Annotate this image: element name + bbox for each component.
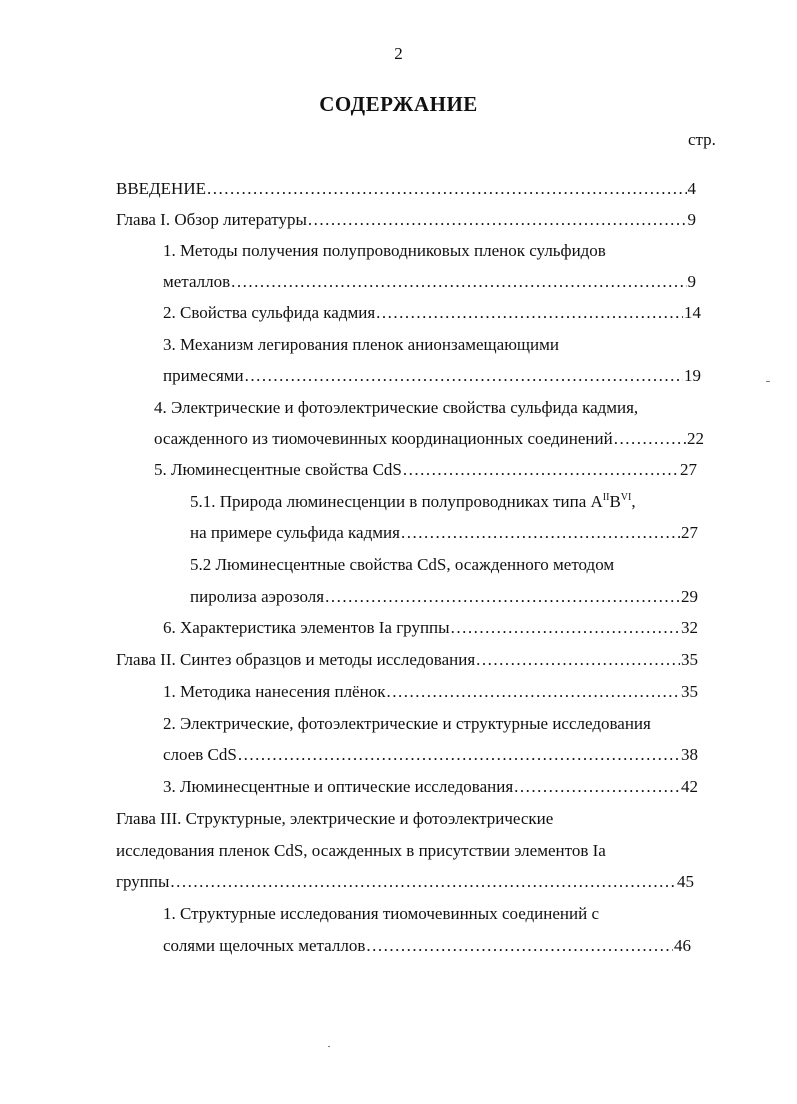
toc-entry-text: 5.2 Люминесцентные свойства CdS, осажденного методом [190,555,615,574]
toc-entry-text: группы [116,872,170,891]
toc-entry-page: 35 [681,650,698,669]
toc-entry-1-5-1-line-1 [190,491,705,513]
toc-entry-1-4-line-2 [154,428,704,450]
toc-entry-chapter-2 [116,649,698,671]
dot-leader [376,302,683,324]
toc-entry-text: 2. Электрические, фотоэлектрические и структурные исследования [163,714,651,733]
toc-entry-page: 32 [681,618,698,637]
toc-entry-text: 5. Люминесцентные свойства CdS [154,460,402,479]
dot-leader [451,617,680,639]
toc-entry-text: пиролиза аэрозоля [190,587,325,606]
toc-entry-1-3-line-2 [163,365,701,387]
dot-leader [476,649,680,671]
pages-column-label: стр. [688,130,716,149]
toc-entry-page: 14 [684,303,701,322]
toc-entry-text: Глава II. Синтез образцов и методы исследования [116,650,476,669]
toc-entry-text: 4. Электрические и фотоэлектрические свойства сульфида кадмия, [154,398,639,417]
toc-entry-page: 27 [681,523,698,542]
toc-entry-text: 1. Структурные исследования тиомочевинных соединений с [163,904,599,923]
toc-entry-text: 2. Свойства сульфида кадмия [163,303,376,322]
toc-entry-text: 6. Характеристика элементов Ia группы [163,618,450,637]
page-number: 2 [394,44,403,63]
toc-entry-text: Глава III. Структурные, электрические и фотоэлектрические [116,809,554,828]
toc-entry-text: исследования пленок CdS, осажденных в присутствии элементов Ia [116,841,606,860]
toc-entry-1-5-1-line-2 [190,522,698,544]
superscript-vi: VI [620,492,632,503]
scan-artifact [766,381,770,382]
dot-leader [170,871,676,893]
toc-entry-text: Глава I. Обзор литературы [116,210,307,229]
toc-entry-text: на примере сульфида кадмия [190,523,400,542]
toc-entry-text: примесями [163,366,244,385]
toc-entry-chapter-3-line-1 [116,808,698,830]
toc-entry-page: 42 [681,777,698,796]
dot-leader [366,935,673,957]
toc-entry-1-1-line-2 [163,271,696,293]
toc-entry-1-3-line-1 [163,334,701,356]
superscript-ii: II [602,492,610,503]
toc-entry-text: солями щелочных металлов [163,936,366,955]
toc-entry-2-2-line-1 [163,713,703,735]
toc-entry-text: 1. Методы получения полупроводниковых пленок сульфидов [163,241,606,260]
toc-entry-1-6 [163,617,698,639]
toc-entry-page: 9 [687,210,696,229]
dot-leader [403,459,679,481]
dot-leader [325,586,680,608]
toc-entry-page: 9 [687,272,696,291]
toc-entry-3-1-line-2 [163,935,691,957]
toc-entry-3-1-line-1 [163,903,698,925]
toc-entry-page: 38 [681,745,698,764]
dot-leader [614,428,686,450]
toc-entry-text: 1. Методика нанесения плёнок [163,682,386,701]
toc-entry-1-5 [154,459,697,481]
toc-entry-page: 19 [684,366,701,385]
dot-leader [231,271,686,293]
toc-entry-text: осажденного из тиомочевинных координационных соединений [154,429,613,448]
toc-text-prefix: 5.1. Природа люминесценции в полупроводниках типа A [190,492,603,511]
scan-artifact [328,1046,330,1047]
toc-entry-2-3 [163,776,698,798]
dot-leader [245,365,683,387]
dot-leader [207,178,687,200]
toc-entry-chapter-1 [116,209,696,231]
toc-entry-page: 45 [677,872,694,891]
toc-entry-chapter-3-line-3 [116,871,694,893]
dot-leader [401,522,680,544]
toc-entry-page: 35 [681,682,698,701]
toc-entry-text: слоев CdS [163,745,237,764]
toc-entry-1-4-line-1 [154,397,704,419]
toc-entry-introduction [116,178,696,200]
toc-entry-2-1 [163,681,698,703]
toc-entry-2-2-line-2 [163,744,698,766]
toc-entry-text: металлов [163,272,231,291]
toc-entry-1-2 [163,302,701,324]
toc-entry-text: 3. Механизм легирования пленок анионзамещающими [163,335,559,354]
toc-entry-page: 4 [687,179,696,198]
toc-entry-page: 22 [687,429,704,448]
toc-entry-1-1-line-1 [163,240,696,262]
toc-entry-1-5-2-line-2 [190,586,698,608]
page-title: СОДЕРЖАНИЕ [319,92,478,116]
toc-entry-page: 29 [681,587,698,606]
toc-text-mid: B [609,492,621,511]
toc-entry-1-5-2-line-1 [190,554,698,576]
dot-leader [308,209,687,231]
toc-text-suffix: , [631,492,636,511]
toc-entry-page: 27 [680,460,697,479]
dot-leader [386,681,680,703]
dot-leader [238,744,680,766]
toc-entry-text: 3. Люминесцентные и оптические исследования [163,777,514,796]
toc-entry-text: ВВЕДЕНИЕ [116,179,206,198]
dot-leader [514,776,680,798]
toc-entry-text [190,491,636,513]
toc-entry-page: 46 [674,936,691,955]
toc-entry-chapter-3-line-2 [116,840,698,862]
